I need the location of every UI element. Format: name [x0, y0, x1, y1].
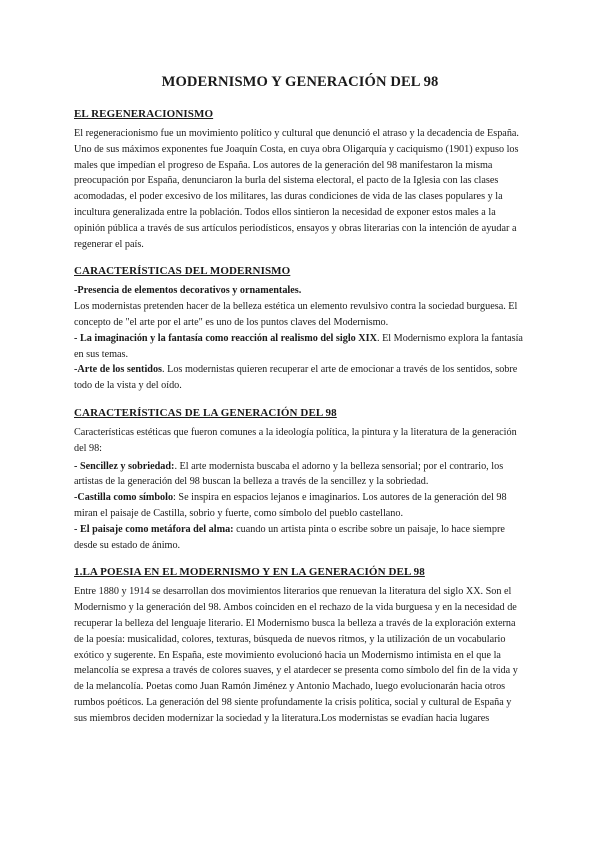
section-poesia	[74, 566, 526, 726]
section-heading: 1.LA POESIA EN EL MODERNISMO Y EN LA GENERACIÓN DEL 98	[74, 566, 425, 579]
list-item: Características estéticas que fueron comunes a la ideología política, la pintura y la literatura de la generación del 98:	[74, 426, 517, 454]
list-item: -Arte de los sentidos. Los modernistas quieren recuperar el arte de emocionar a través de los sentidos, sobre todo de la vista y del oído.	[74, 364, 518, 392]
section-heading: EL REGENERACIONISMO	[74, 108, 214, 120]
section-generacion-98	[74, 407, 526, 553]
list-item: - El paisaje como metáfora del alma: cuando un artista pinta o escribe sobre un paisaje, lo hace siempre desde su estado de ánimo.	[74, 523, 505, 551]
list-item: Los modernistas pretenden hacer de la belleza estética un elemento revulsivo contra la sociedad burguesa. El concepto de "el arte por el arte" es uno de los puntos claves del Modernismo.	[74, 301, 518, 328]
section-paragraph: El regeneracionismo fue un movimiento político y cultural que denunció el atraso y la decadencia de España. Uno de sus máximos exponentes fue Joaquín Costa, en cuya obra Oligarquía y caciquismo (1901) expuso los males que impedían el progreso de España. Los autores de la generación del 98 manifestaron la misma preocupación por España, denunciaron la burla del sistema electoral, el pacto de la Iglesia con las clases acomodadas, el poder excesivo de los militares, las duras condiciones de vida de las clases populares y la incultura generalizada entre la población. Todos ellos sintieron la necesidad de exponer estos males a la opinión pública a través de sus artículos periodísticos, ensayos y obras literarias con la intención de ayudar a regenerar el país.	[74, 128, 519, 250]
section-paragraph: Entre 1880 y 1914 se desarrollan dos movimientos literarios que renuevan la literatura del siglo XX. Son el Modernismo y la generación del 98. Ambos coinciden en el rechazo de la vida burguesa y en la necesidad de recuperar la belleza del lenguaje literario. El Modernismo busca la belleza a través de la exploración externa de la poesía: musicalidad, colores, texturas, búsqueda de nuevos ritmos, y la utilización de un vocabulario exótico y sugerente. En España, este movimiento evolucionó hacia un Modernismo intimista en el que la melancolía se expresa a través de colores suaves, y el atardecer se presenta como símbolo del fin de la vida y de la melancolía. Poetas como Juan Ramón Jiménez y Antonio Machado, luego evolucionarán hacia otros rumbos poéticos. La generación del 98 siente profundamente la crisis política, social y cultural de España y sus miembros deciden modernizar la sociedad y la literatura.Los modernistas se evadían hacia lugares	[74, 586, 518, 724]
section-modernismo	[74, 265, 526, 394]
section-heading: CARACTERÍSTICAS DE LA GENERACIÓN DEL 98	[74, 406, 337, 419]
list-item: -Castilla como símbolo: Se inspira en espacios lejanos e imaginarios. Los autores de la generación del 98 miran el paisaje de Castilla, sobrio y fuerte, como símbolo del pueblo castellano.	[74, 492, 507, 519]
document-title: MODERNISMO Y GENERACIÓN DEL 98	[161, 74, 439, 90]
list-item: -Presencia de elementos decorativos y ornamentales.	[74, 285, 302, 297]
list-item: - La imaginación y la fantasía como reacción al realismo del siglo XIX. El Modernismo explora la fantasía en sus temas.	[74, 332, 523, 360]
section-heading: CARACTERÍSTICAS DEL MODERNISMO	[74, 265, 291, 278]
section-regeneracionismo	[74, 108, 526, 252]
list-item: - Sencillez y sobriedad:. El arte modernista buscaba el adorno y la belleza sensorial; por el contrario, los artistas de la generación del 98 buscan la belleza a través de la sencillez y la sobriedad.	[74, 460, 504, 488]
